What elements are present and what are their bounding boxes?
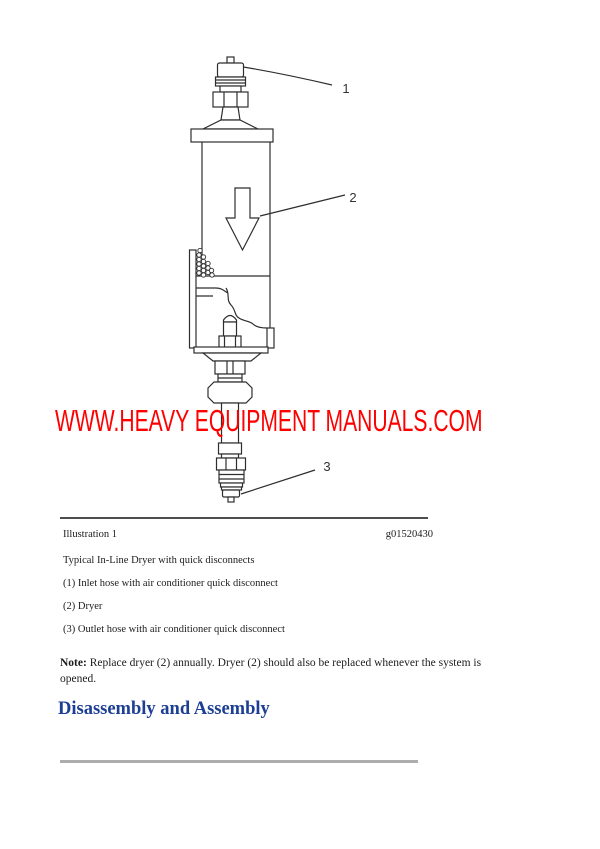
note-label: Note:	[60, 657, 87, 669]
note-paragraph	[60, 655, 512, 687]
legend-item: (1) Inlet hose with air conditioner quick disconnect	[63, 578, 278, 589]
watermark-text: WWW.HEAVY EQUIPMENT MANUALS.COM	[55, 403, 483, 438]
desiccant-beads	[197, 248, 214, 277]
section-heading: Disassembly and Assembly	[58, 699, 270, 719]
callout-3-label: 3	[323, 459, 331, 474]
canister-cutaway-internals	[196, 288, 267, 352]
figure-id: g01520430	[385, 529, 433, 540]
flow-arrow-icon	[226, 188, 259, 250]
figure-separator-line	[60, 517, 428, 519]
legend-item: (2) Dryer	[63, 601, 103, 612]
figure-title: Typical In-Line Dryer with quick disconnects	[63, 555, 255, 566]
dryer-canister	[190, 129, 275, 361]
leader-line-1	[244, 67, 333, 85]
section-separator-line	[60, 760, 418, 763]
callout-2-label: 2	[349, 190, 357, 205]
dryer-figure	[150, 50, 365, 510]
callout-1-label: 1	[342, 81, 350, 96]
leader-line-2	[260, 195, 345, 216]
illustration-label: Illustration 1	[63, 529, 117, 540]
leader-line-3	[241, 470, 315, 494]
caption-header-row	[63, 529, 433, 542]
note-text: Replace dryer (2) annually. Dryer (2) should also be replaced whenever the system is opened.	[60, 657, 482, 686]
legend-item: (3) Outlet hose with air conditioner quick disconnect	[63, 624, 285, 635]
